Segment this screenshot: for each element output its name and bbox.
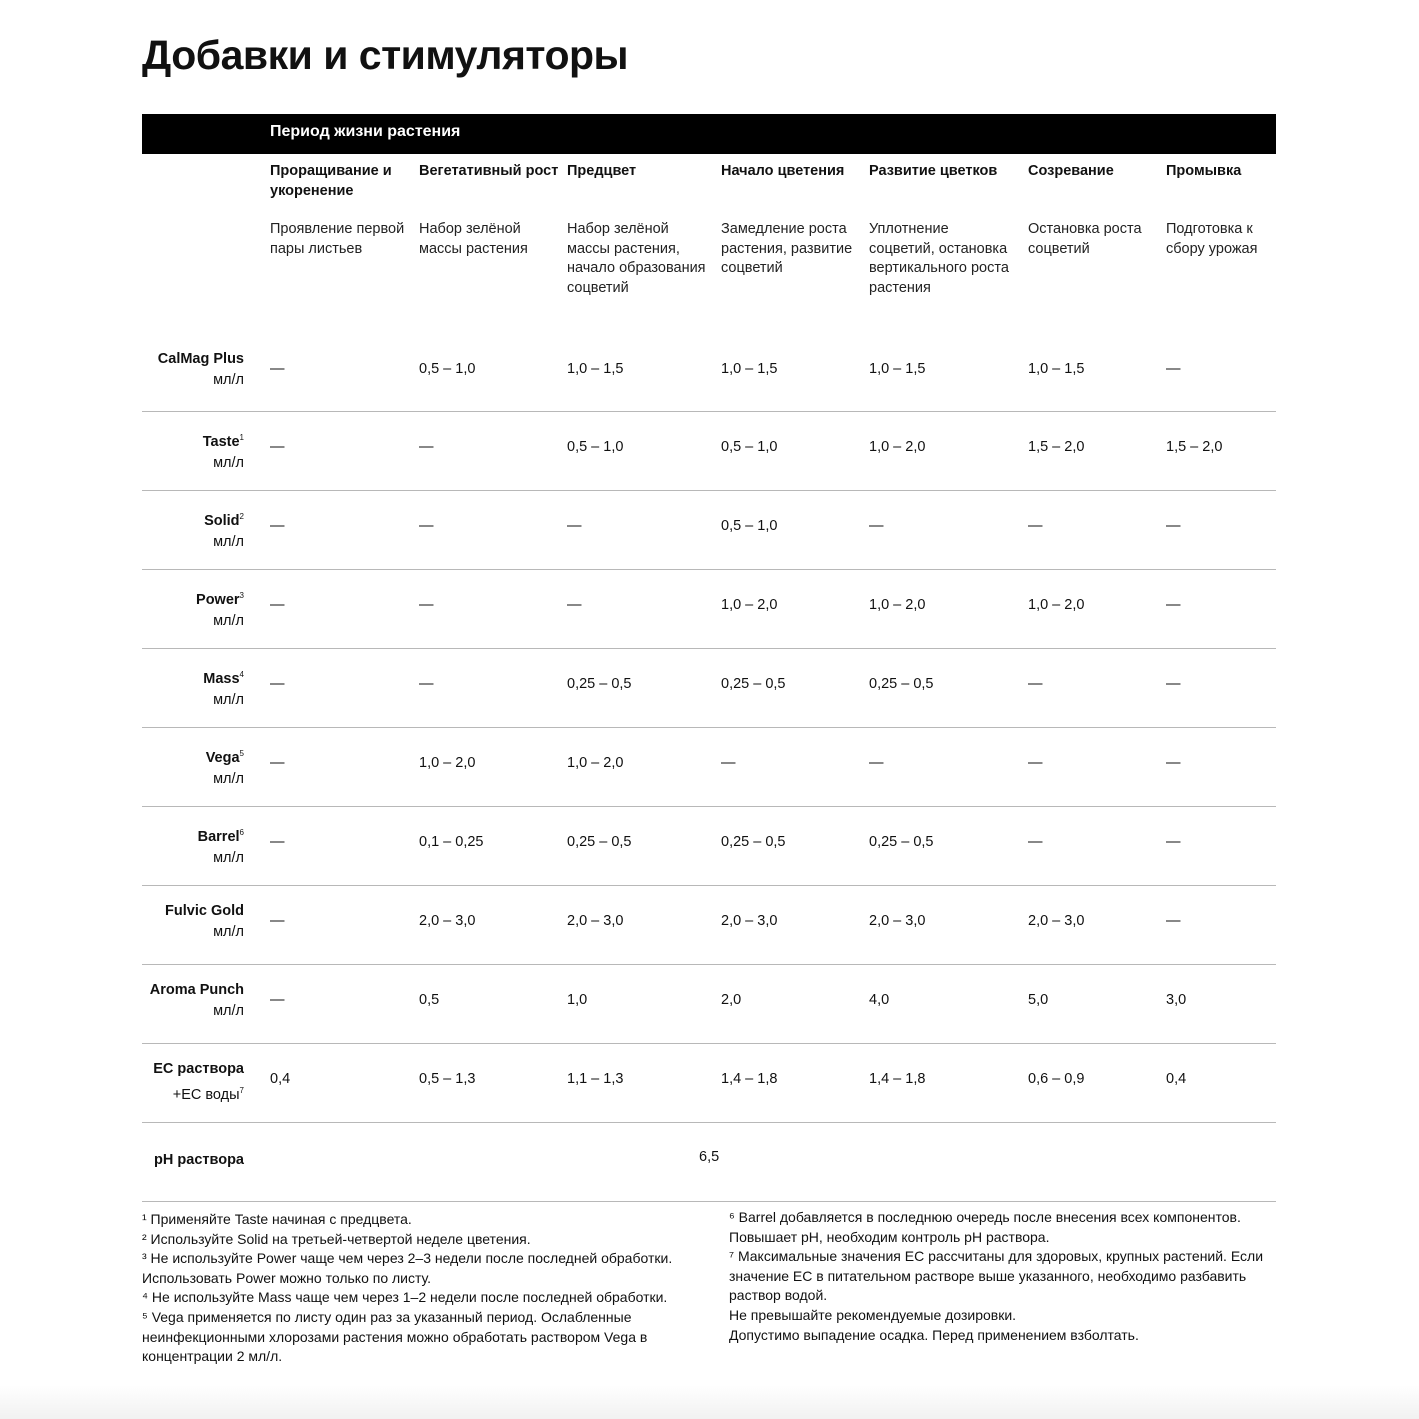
product-unit — [204, 532, 244, 553]
dosage-value: — — [270, 518, 285, 534]
dosage-value: — — [1166, 597, 1181, 613]
ph-row — [142, 1123, 1276, 1202]
product-unit — [158, 370, 244, 391]
dosage-value: 0,25 – 0,5 — [869, 834, 934, 850]
table-row — [142, 334, 1276, 412]
stage-name: Предцвет — [567, 163, 637, 179]
unit-text: мл/л — [213, 692, 244, 708]
stage-column-header — [1166, 162, 1281, 259]
period-header-label: Период жизни растения — [270, 123, 461, 140]
product-name-line — [203, 664, 244, 690]
dosage-value: — — [270, 755, 285, 771]
product-rows — [142, 334, 1276, 1123]
stage-column-header — [270, 162, 410, 259]
dosage-value: — — [270, 361, 285, 377]
dosage-value: 2,0 – 3,0 — [869, 913, 926, 929]
unit-text: мл/л — [213, 534, 244, 550]
dosage-value: 0,4 — [270, 1071, 291, 1087]
product-name: Barrel — [197, 829, 240, 845]
dosage-value: 1,1 – 1,3 — [567, 1071, 624, 1087]
dosage-value: 0,25 – 0,5 — [721, 676, 786, 692]
unit-text: мл/л — [213, 771, 244, 787]
table-row — [142, 570, 1276, 649]
dosage-value: — — [1166, 755, 1181, 771]
dosage-value: — — [1166, 518, 1181, 534]
product-name: Mass — [203, 671, 240, 687]
footnotes-right — [729, 1208, 1289, 1345]
dosage-value: 1,0 – 2,0 — [1028, 597, 1085, 613]
dosage-value: — — [567, 518, 582, 534]
dosage-value: 2,0 — [721, 992, 742, 1008]
stage-name: Вегетативный рост — [419, 163, 559, 179]
product-name: Solid — [204, 513, 240, 529]
product-name: Fulvic Gold — [165, 903, 244, 919]
table-row — [142, 965, 1276, 1044]
ph-label: pH раствора — [154, 1152, 244, 1168]
dosage-value: — — [1028, 518, 1043, 534]
product-name: Taste — [202, 434, 240, 450]
footnotes-left — [142, 1210, 702, 1367]
dosage-value: — — [1166, 913, 1181, 929]
dosage-value: — — [270, 834, 285, 850]
product-name-line — [204, 506, 244, 532]
dosage-value: 1,0 – 2,0 — [721, 597, 778, 613]
dosage-value: 0,25 – 0,5 — [567, 676, 632, 692]
dosage-value: 2,0 – 3,0 — [721, 913, 778, 929]
dosage-value: 0,1 – 0,25 — [419, 834, 484, 850]
dosage-value: 0,25 – 0,5 — [567, 834, 632, 850]
product-name-line — [198, 822, 244, 848]
dosage-value: 0,5 – 1,0 — [721, 518, 778, 534]
stage-description: Подготовка к сбору урожая — [1166, 221, 1258, 257]
dosage-value: 2,0 – 3,0 — [567, 913, 624, 929]
product-name: Aroma Punch — [149, 982, 244, 998]
dosage-value: 0,5 – 1,0 — [567, 439, 624, 455]
product-label-cell — [206, 743, 244, 790]
dosage-value: — — [270, 913, 285, 929]
dosage-value: 1,0 – 1,5 — [721, 361, 778, 377]
stage-column-header — [419, 162, 559, 259]
dosage-value: 0,5 – 1,3 — [419, 1071, 476, 1087]
product-name: CalMag Plus — [157, 351, 244, 367]
product-unit — [203, 690, 244, 711]
dosage-value: 4,0 — [869, 992, 890, 1008]
footnote-marker: 6 — [239, 828, 244, 837]
dosage-value: 2,0 – 3,0 — [419, 913, 476, 929]
dosage-value: 2,0 – 3,0 — [1028, 913, 1085, 929]
dosage-value: — — [1028, 834, 1043, 850]
stage-column-header — [1028, 162, 1158, 259]
unit-text: мл/л — [213, 1003, 244, 1019]
dosage-value: — — [1166, 361, 1181, 377]
product-unit — [165, 922, 244, 943]
product-label-cell — [153, 1059, 244, 1106]
product-unit — [203, 453, 244, 474]
product-name-line — [203, 427, 244, 453]
dosage-value: 0,25 – 0,5 — [869, 676, 934, 692]
table-row — [142, 1044, 1276, 1123]
footnote: ⁶ Barrel добавляется в последнюю очередь после внесения всех компонентов. Повышает pH, необходим контроль pH раствора. — [729, 1209, 1241, 1245]
dosage-value: — — [270, 439, 285, 455]
product-label-cell — [158, 349, 244, 391]
dosage-value: 1,4 – 1,8 — [869, 1071, 926, 1087]
dosage-value: 0,25 – 0,5 — [721, 834, 786, 850]
table-row — [142, 491, 1276, 570]
dosage-value: — — [270, 676, 285, 692]
product-unit — [196, 611, 244, 632]
footnote-marker: 2 — [239, 512, 244, 521]
dosage-value: — — [1028, 676, 1043, 692]
dosage-value: 5,0 — [1028, 992, 1049, 1008]
product-label-cell — [196, 585, 244, 632]
dosage-value: — — [270, 992, 285, 1008]
footnote: Не превышайте рекомендуемые дозировки. — [729, 1306, 1017, 1323]
dosage-value: — — [721, 755, 736, 771]
page-title: Добавки и стимуляторы — [142, 32, 629, 78]
unit-text: мл/л — [213, 924, 244, 940]
dosage-value: 1,0 – 2,0 — [419, 755, 476, 771]
stage-description: Набор зелёной массы растения — [419, 221, 528, 257]
footnote-marker: 7 — [239, 1086, 244, 1095]
dosage-value: 1,0 – 2,0 — [567, 755, 624, 771]
period-header-bar — [142, 114, 1276, 154]
unit-text: мл/л — [213, 372, 244, 388]
stage-description: Набор зелёной массы растения, начало образования соцветий — [567, 221, 706, 296]
stage-name: Начало цветения — [721, 163, 845, 179]
ph-value: 6,5 — [699, 1149, 720, 1165]
footnote-marker: 5 — [239, 749, 244, 758]
dosage-value: 3,0 — [1166, 992, 1187, 1008]
stage-column-header — [869, 162, 1009, 298]
product-unit — [150, 1001, 244, 1022]
dosage-value: 1,0 – 2,0 — [869, 597, 926, 613]
footnote: ⁴ Не используйте Mass чаще чем через 1–2 недели после последней обработки. — [142, 1289, 668, 1306]
product-label-cell — [165, 901, 244, 943]
dosage-value: 0,4 — [1166, 1071, 1187, 1087]
unit-text: +EC воды — [172, 1087, 240, 1103]
stage-column-header — [721, 162, 863, 279]
product-name: EC раствора — [153, 1061, 244, 1077]
unit-text: мл/л — [213, 850, 244, 866]
dosage-value: — — [869, 518, 884, 534]
dosage-table — [142, 114, 1276, 1202]
dosage-value: 0,5 – 1,0 — [419, 361, 476, 377]
stage-column-header — [567, 162, 715, 298]
footnote-marker: 3 — [239, 591, 244, 600]
dosage-value: 1,5 – 2,0 — [1028, 439, 1085, 455]
dosage-value: — — [567, 597, 582, 613]
dosage-value: 1,0 – 2,0 — [869, 439, 926, 455]
product-label-cell — [204, 506, 244, 553]
product-unit — [153, 1080, 244, 1106]
dosage-value: 0,5 — [419, 992, 440, 1008]
dosage-value: 1,0 — [567, 992, 588, 1008]
product-name: Power — [196, 592, 240, 608]
dosage-value: 0,5 – 1,0 — [721, 439, 778, 455]
product-label-cell — [150, 980, 244, 1022]
dosage-value: — — [270, 597, 285, 613]
product-label-cell — [203, 664, 244, 711]
stage-name: Промывка — [1166, 163, 1242, 179]
table-row — [142, 728, 1276, 807]
dosage-value: — — [419, 439, 434, 455]
footnote: ⁷ Максимальные значения EC рассчитаны для здоровых, крупных растений. Если значение EC в питательном растворе выше указанного, необходимо разбавить раствор водой. — [729, 1248, 1264, 1304]
bottom-shade — [0, 1385, 1419, 1419]
footnote: Допустимо выпадение осадка. Перед применением взболтать. — [729, 1326, 1139, 1343]
dosage-value: — — [419, 597, 434, 613]
footnote: ³ Не используйте Power чаще чем через 2–3 недели после последней обработки. Использовать Power можно только по листу. — [142, 1250, 673, 1286]
stage-description: Уплотнение соцветий, остановка вертикального роста растения — [869, 221, 1009, 296]
unit-text: мл/л — [213, 613, 244, 629]
ph-label-cell — [154, 1150, 244, 1171]
dosage-value: 1,0 – 1,5 — [567, 361, 624, 377]
product-label-cell — [198, 822, 244, 869]
table-row — [142, 807, 1276, 886]
dosage-value: — — [419, 518, 434, 534]
stage-name: Проращивание и укоренение — [270, 163, 392, 199]
dosage-value: 1,0 – 1,5 — [869, 361, 926, 377]
stage-description: Проявление первой пары листьев — [270, 221, 405, 257]
product-name-line — [196, 585, 244, 611]
footnote-marker: 4 — [239, 670, 244, 679]
dosage-value: — — [1028, 755, 1043, 771]
table-row — [142, 886, 1276, 965]
dosage-value: 1,4 – 1,8 — [721, 1071, 778, 1087]
dosage-value: — — [1166, 834, 1181, 850]
footnote: ¹ Применяйте Taste начиная с предцвета. — [142, 1211, 412, 1227]
product-unit — [198, 848, 244, 869]
dosage-value: — — [869, 755, 884, 771]
footnote: ⁵ Vega применяется по листу один раз за указанный период. Ослабленные неинфекционными хлорозами растения можно обработать раствором Vega в концентрации 2 мл/л. — [142, 1308, 648, 1365]
dosage-value: 0,6 – 0,9 — [1028, 1071, 1085, 1087]
product-unit — [206, 769, 244, 790]
table-row — [142, 412, 1276, 491]
product-label-cell — [203, 427, 244, 474]
stage-header-row — [142, 154, 1276, 334]
table-row — [142, 649, 1276, 728]
footnote: ² Используйте Solid на третьей-четвертой неделе цветения. — [142, 1230, 531, 1247]
stage-name: Развитие цветков — [869, 163, 998, 179]
footnote-marker: 1 — [239, 433, 244, 442]
stage-description: Остановка роста соцветий — [1028, 221, 1142, 257]
dosage-value: 1,0 – 1,5 — [1028, 361, 1085, 377]
product-name-line — [206, 743, 244, 769]
stage-name: Созревание — [1028, 163, 1114, 179]
product-name: Vega — [205, 750, 240, 766]
unit-text: мл/л — [213, 455, 244, 471]
dosage-value: 1,5 – 2,0 — [1166, 439, 1223, 455]
dosage-value: — — [419, 676, 434, 692]
stage-description: Замедление роста растения, развитие соцветий — [721, 221, 853, 276]
dosage-value: — — [1166, 676, 1181, 692]
